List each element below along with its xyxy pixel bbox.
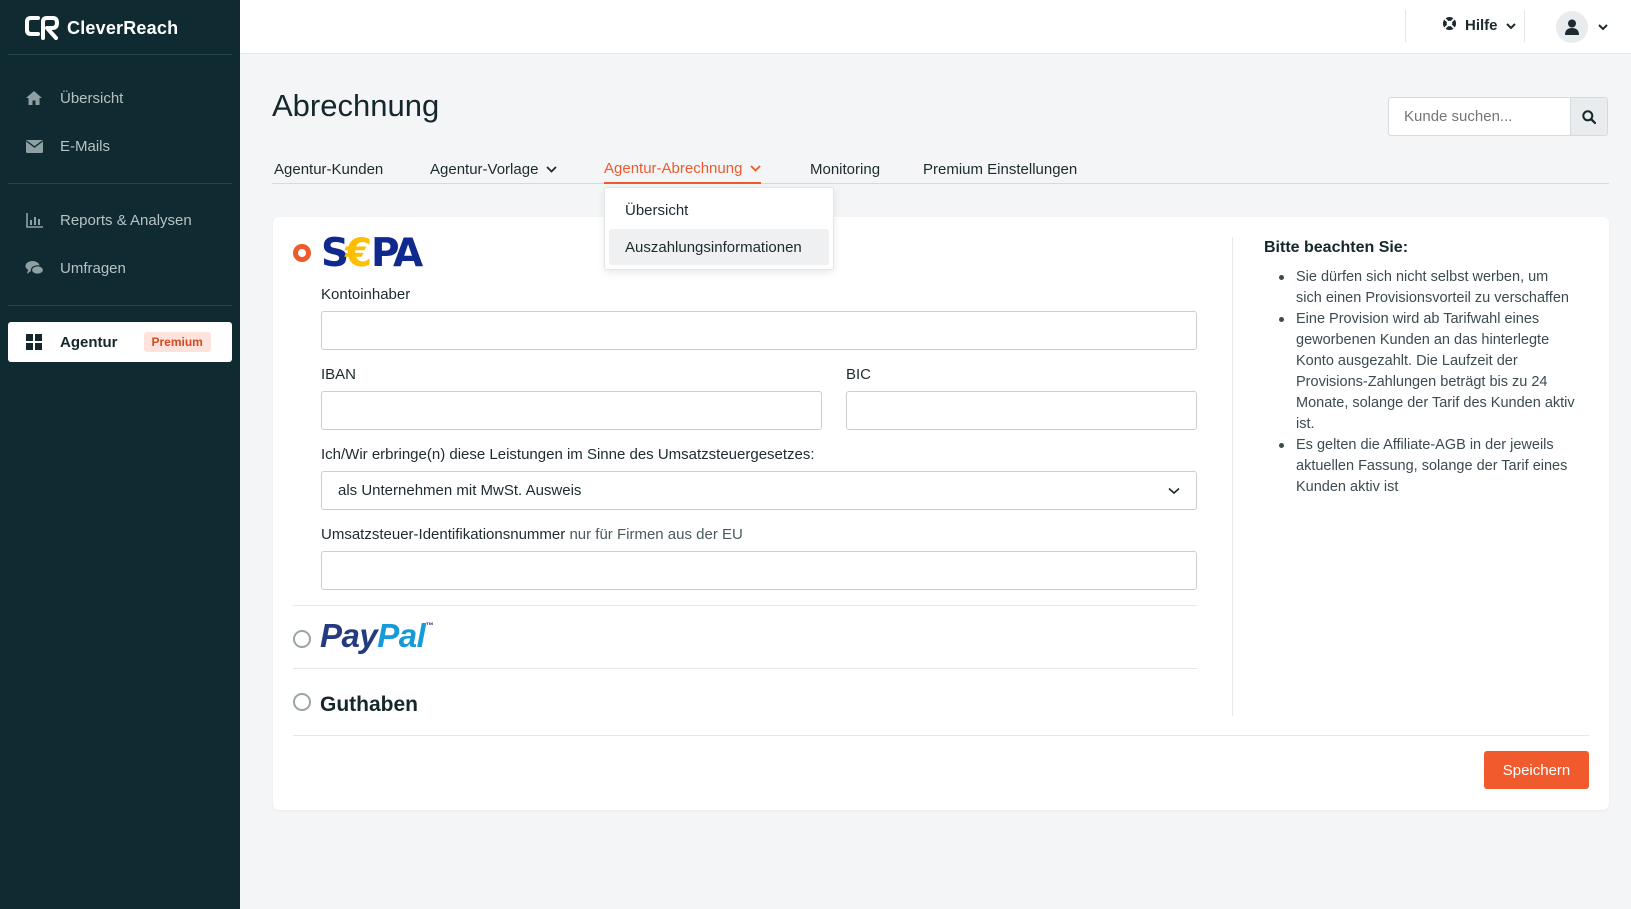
tab-label: Agentur-Kunden xyxy=(274,161,384,178)
list-item: Es gelten die Affiliate-AGB in der jeweils aktuellen Fassung, solange der Tarif eines Kunden aktiv ist xyxy=(1264,435,1576,498)
topbar-divider xyxy=(1524,10,1525,42)
vat-id-label-text: Umsatzsteuer-Identifikationsnummer xyxy=(321,526,566,543)
credit-option-label: Guthaben xyxy=(320,693,418,716)
tab-agency-templates[interactable] xyxy=(430,155,557,184)
column-divider xyxy=(1232,237,1233,716)
chevron-down-icon xyxy=(1598,18,1608,36)
paypal-trademark: ™ xyxy=(425,621,433,630)
chat-bubbles-icon xyxy=(24,258,44,278)
divider xyxy=(293,668,1197,669)
user-icon xyxy=(1565,19,1579,35)
chevron-down-icon xyxy=(750,165,761,172)
sidebar-divider xyxy=(8,305,232,306)
notes-list xyxy=(1264,267,1576,498)
tab-premium-settings[interactable] xyxy=(923,155,1077,184)
tab-agency-customers[interactable] xyxy=(274,155,383,184)
tab-label: Premium Einstellungen xyxy=(923,161,1078,178)
vat-status-select[interactable] xyxy=(321,471,1197,510)
chevron-down-icon xyxy=(1506,17,1516,34)
paypal-logo-part1: Pay xyxy=(320,617,378,654)
chevron-down-icon xyxy=(1168,487,1180,495)
iban-label: IBAN xyxy=(321,366,357,383)
vat-id-label xyxy=(321,526,743,543)
tab-bar xyxy=(272,150,1609,184)
search-input[interactable] xyxy=(1388,97,1570,136)
search-icon xyxy=(1582,110,1596,124)
bic-label: BIC xyxy=(846,366,872,383)
footer-divider xyxy=(293,735,1589,736)
sepa-logo xyxy=(321,233,429,271)
svg-text:S: S xyxy=(321,233,348,271)
credit-radio[interactable] xyxy=(293,693,311,711)
user-menu-button[interactable] xyxy=(1556,11,1608,43)
sidebar-divider xyxy=(8,183,232,184)
help-menu-button[interactable] xyxy=(1442,16,1516,35)
billing-dropdown-menu xyxy=(604,187,834,270)
brand-logo[interactable] xyxy=(25,14,178,42)
sidebar-item-reports[interactable] xyxy=(8,200,232,240)
tab-label: Monitoring xyxy=(810,161,881,178)
vat-id-input[interactable] xyxy=(321,551,1197,590)
customer-search xyxy=(1388,97,1608,136)
sidebar-item-emails[interactable] xyxy=(8,126,232,166)
paypal-logo-part2: Pal xyxy=(377,617,426,654)
sidebar-item-label: Übersicht xyxy=(60,89,124,107)
sidebar-item-label: Reports & Analysen xyxy=(60,211,192,229)
sidebar xyxy=(0,0,240,909)
list-item: Eine Provision wird ab Tarifwahl eines geworbenen Kunden an das hinterlegte Konto ausgezahlt. Die Laufzeit der Provisions-Zahlungen beträgt bis zu 24 Monate, solange der Tarif des Kunden aktiv ist. xyxy=(1264,309,1576,435)
sepa-radio[interactable] xyxy=(293,244,311,262)
sidebar-item-agency[interactable] xyxy=(8,322,232,362)
help-label: Hilfe xyxy=(1465,17,1498,34)
lifebuoy-icon xyxy=(1442,16,1457,35)
vat-status-label: Ich/Wir erbringe(n) diese Leistungen im Sinne des Umsatzsteuergesetzes: xyxy=(321,446,815,463)
payout-form-card xyxy=(273,217,1609,810)
svg-text:PA: PA xyxy=(371,233,421,271)
iban-input[interactable] xyxy=(321,391,822,430)
top-bar xyxy=(240,0,1631,54)
home-icon xyxy=(24,88,44,108)
chevron-down-icon xyxy=(546,166,557,173)
tab-label: Agentur-Abrechnung xyxy=(604,160,743,177)
sidebar-item-label: Umfragen xyxy=(60,259,126,277)
topbar-divider xyxy=(1405,10,1406,42)
divider xyxy=(293,605,1197,606)
sidebar-divider xyxy=(8,54,232,55)
tab-label: Agentur-Vorlage xyxy=(430,161,539,178)
tab-agency-billing[interactable] xyxy=(604,155,761,184)
dropdown-item-payout-info[interactable]: Auszahlungsinformationen xyxy=(609,229,829,265)
vat-status-value: als Unternehmen mit MwSt. Ausweis xyxy=(338,482,582,499)
account-holder-label: Kontoinhaber xyxy=(321,286,411,303)
bar-chart-icon xyxy=(24,210,44,230)
sidebar-item-surveys[interactable] xyxy=(8,248,232,288)
bic-input[interactable] xyxy=(846,391,1197,430)
paypal-logo xyxy=(320,617,433,655)
tab-monitoring[interactable] xyxy=(810,155,880,184)
svg-text:€: € xyxy=(345,233,371,271)
vat-id-hint: nur für Firmen aus der EU xyxy=(569,526,743,543)
avatar xyxy=(1556,11,1588,43)
account-holder-input[interactable] xyxy=(321,311,1197,350)
list-item: Sie dürfen sich nicht selbst werben, um sich einen Provisionsvorteil zu verschaffen xyxy=(1264,267,1576,309)
sidebar-item-overview[interactable] xyxy=(8,78,232,118)
save-button[interactable]: Speichern xyxy=(1484,751,1589,789)
grid-icon xyxy=(24,332,44,352)
search-button[interactable] xyxy=(1570,97,1608,136)
sidebar-item-label: E-Mails xyxy=(60,137,111,155)
page-title: Abrechnung xyxy=(272,88,440,123)
envelope-icon xyxy=(24,136,44,156)
dropdown-item-overview[interactable]: Übersicht xyxy=(625,201,689,219)
premium-badge: Premium xyxy=(144,332,211,352)
cleverreach-logo-icon xyxy=(25,15,61,41)
brand-name: CleverReach xyxy=(67,17,179,38)
notes-title: Bitte beachten Sie: xyxy=(1264,239,1409,256)
sidebar-item-label: Agentur xyxy=(60,333,118,351)
paypal-radio[interactable] xyxy=(293,630,311,648)
